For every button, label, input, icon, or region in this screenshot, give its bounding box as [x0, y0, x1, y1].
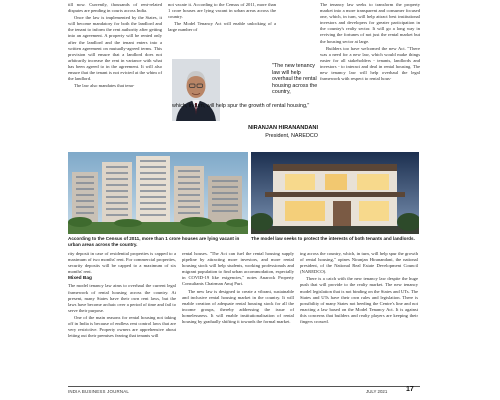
page-number: 17 [406, 386, 414, 393]
paragraph: rental houses. "The Act can fuel the rental housing supply pipeline by attracting more investors, and more rental housing stock will help students, working professionals and migrant population to find urban accommodation, especially in COVID-19 like exigencies," notes Anarock Property Consultants Chairman Anuj Puri. [182, 251, 294, 287]
article-column-bottom-1 [68, 251, 176, 340]
quote-attribution-name: NIRANJAN HIRANANDANI [248, 125, 318, 131]
paragraph: The tenancy law seeks to transform the property market into a more transparent and consumer focused one, which, in turn, will help attract best institutional investors and developers for greater participation in the country's realty sector. It will go a long way in reviving the fortunes of not just the rental market but the housing sector at large. [320, 2, 420, 44]
quote-text-continued: which, in turn, will help spur the growth of rental housing," [172, 103, 310, 109]
apartment-buildings-photo [68, 152, 248, 234]
footer-divider [68, 386, 420, 387]
footer-publication-name: INDIA BUSINESS JOURNAL [68, 389, 130, 394]
article-column-top-2 [168, 2, 276, 34]
section-subheading: Mixed Bag [68, 276, 92, 282]
article-column-bottom-2 [182, 251, 294, 326]
quote-text: "The new tenancy law will help overhaul the rental housing across the country, [272, 63, 318, 96]
photo-caption-right: The model law seeks to protect the interests of both tenants and landlords. [251, 236, 415, 241]
paragraph: ing across the country, which, in turn, will help spur the growth of rental housing," opines Niranjan Hiranandani, the national president, of the National Real Estate Development Council (NAREDCO). [300, 251, 418, 275]
paragraph: One of the main reasons for rental housing not taking off in India is because of endless rent control laws that are very restrictive. Property owners are apprehensive about letting out their premises fearing that tenants will [68, 314, 176, 339]
photo-caption-left: According to the Census of 2011, more than 1 crore houses are lying vacant in urban areas across the country. [68, 236, 240, 247]
article-column-top-3 [320, 2, 420, 83]
pull-quote [168, 55, 320, 143]
paragraph: There is a catch with the new tenancy law despite the huge push that will provide to the realty market. The new tenancy model legislation that is not binding on the States and UTs. The States and UTs have their own rules and legislation. There is possibility of many States not heeding the Centre's line and not enacting a law based on the Model Tenancy Act. It is against this concerns that builders and realty players are keeping their fingers crossed. [300, 276, 418, 325]
paragraph: Once the law is implemented by the States, it will become mandatory for both the landlord and the tenant to inform the rent authority after getting into an agreement. A property will be rented only after the landlord and the tenant enters into a written agreement on mutually-agreed terms. This provision will ensure that a landlord does not arbitrarily increase the rent in variance with what has been agreed to in the agreement. It will also ensure that the tenant is not evicted at the whim of the landlord. [68, 15, 162, 82]
paragraph: rity deposit in case of residential properties is capped to a maximum of two months' rent. For commercial properties, security deposits will be capped to a maximum of six months' rent. [68, 251, 176, 275]
paragraph: The model tenancy law aims to overhaul the current legal framework of rental housing across the country. At present, many States have their own rent laws, but the laws have become archaic over a period of time and fail to serve their purpose. [68, 283, 176, 313]
paragraph: The law also mandates that tena- [74, 83, 135, 89]
paragraph: The new law is designed to create a vibrant, sustainable and inclusive rental housing market in the country. It will enable creation of adequate rental housing stock for all the income groups, thereby addressing the issue of homelessness. It will enable institutionalisation of rental housing by gradually shifting it towards the formal market. [182, 288, 294, 325]
article-column-top-1 [68, 2, 162, 90]
portrait-photo [172, 59, 220, 121]
article-column-bottom-3 [300, 251, 418, 326]
paragraph: Builders too have welcomed the new Act. "There was a need for a new law, which would make things easier for all stakeholders - tenants, landlords and investors - to interact and deal in rental housing. The new tenancy law will help overhaul the legal framework with respect to rental hous- [320, 45, 420, 82]
paragraph: not vacate it. According to the Census of 2011, more than 1 crore houses are lying vacant in urban areas across the country. [168, 2, 276, 20]
house-facade-photo [251, 152, 419, 234]
quote-attribution-role: President, NAREDCO [265, 133, 318, 139]
paragraph: The Model Tenancy Act will enable unlocking of a large number of [168, 21, 276, 33]
footer-issue-date: JULY 2021 [366, 389, 388, 394]
paragraph: till now. Currently, thousands of rent-related disputes are pending in courts across India. [68, 2, 162, 14]
